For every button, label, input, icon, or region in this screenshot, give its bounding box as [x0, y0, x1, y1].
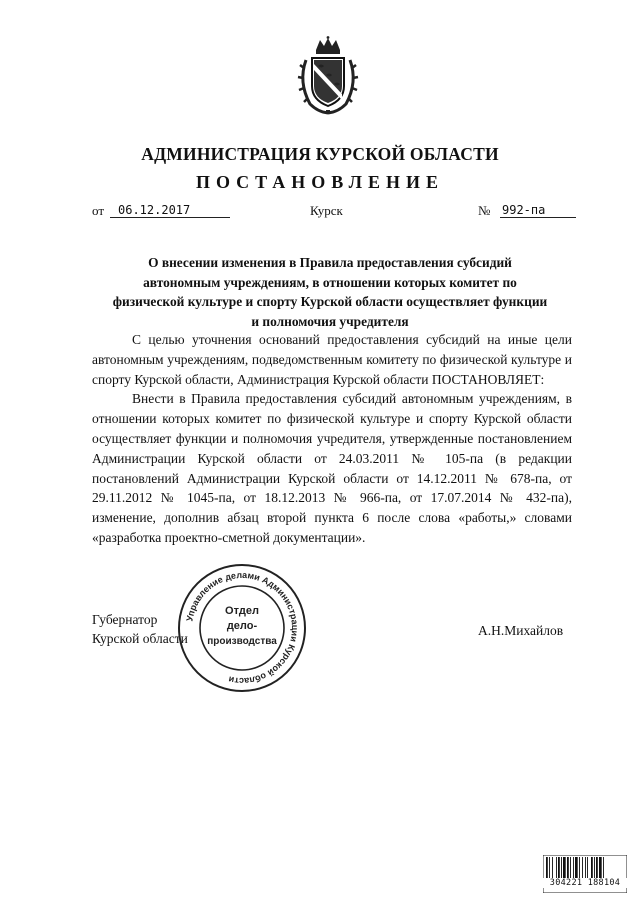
barcode-bar [594, 857, 595, 878]
signatory-name: А.Н.Михайлов [478, 623, 564, 638]
office-stamp [176, 562, 308, 694]
document-meta [0, 203, 640, 223]
document-type: ПОСТАНОВЛЕНИЕ [195, 172, 445, 192]
barcode-bar [591, 857, 593, 878]
stamp-center-line-1: Отдел [225, 605, 259, 617]
stamp-center-line-3: производства [207, 636, 277, 647]
barcode-bar [558, 857, 560, 878]
barcode-bar [579, 857, 580, 878]
from-label: от [92, 203, 105, 218]
barcode-bar [599, 857, 602, 878]
barcode-bar [549, 857, 550, 878]
barcode-bar [575, 857, 578, 878]
barcode-bar [585, 857, 586, 878]
barcode-bar [582, 857, 583, 878]
stamp-ring-text: Управление делами Администрации Курской области [184, 569, 301, 687]
barcode-bar [552, 857, 553, 878]
document-city: Курск [310, 203, 343, 218]
signatory-title [92, 610, 188, 648]
barcode-bar [573, 857, 574, 878]
coat-of-arms-icon [296, 36, 360, 116]
signatory-title-line-2: Курской области [92, 631, 188, 646]
body-paragraph-1: С целью уточнения оснований предоставления субсидий на иные цели автономным учреждениям, подведомственным комитету по физической культуре и спорту Курской области, Администрация Курской области ПОСТАНОВЛЯЕТ: [92, 332, 572, 387]
barcode-number: 304221 188104 [543, 878, 627, 888]
number-label: № [478, 203, 491, 218]
barcode-bar [570, 857, 571, 878]
organization-title: АДМИНИСТРАЦИЯ КУРСКОЙ ОБЛАСТИ [141, 144, 499, 164]
document-body [92, 330, 572, 548]
barcode-bar [546, 857, 548, 878]
barcode-bar [567, 857, 569, 878]
body-paragraph-2: Внести в Правила предоставления субсидий автономным учреждениям, в отношении которых комитет по физической культуре и спорту Курской области осуществляет функции и полномочия учредителя, утвержденные постановлением Администрации Курской области от 24.03.2011 № 105-па (в редакции постановлений Администрации Курской области от 14.12.2011 № 678-па, от 29.11.2012 № 1045-па, от 18.12.2013 № 966-па, от 17.07.2014 № 432-па), изменение, дополнив абзац второй пункта 6 после слова «работы,» словами «разработка проектно-сметной документации». [92, 391, 572, 545]
barcode-bar [603, 857, 604, 878]
barcode-bar [596, 857, 598, 878]
barcode-bar [556, 857, 557, 878]
document-subject: О внесении изменения в Правила предоставления субсидий автономным учреждениям, в отношении которых комитет по физической культуре и спорту Курской области осуществляет функции и полномочия учредителя [112, 255, 548, 329]
document-date: 06.12.2017 [110, 203, 230, 218]
stamp-center-line-2: дело- [226, 620, 258, 632]
barcode-bar [563, 857, 566, 878]
signatory-title-line-1: Губернатор [92, 612, 158, 627]
barcode-bar [561, 857, 562, 878]
barcode-bar [587, 857, 588, 878]
document-number: 992-па [500, 203, 576, 218]
